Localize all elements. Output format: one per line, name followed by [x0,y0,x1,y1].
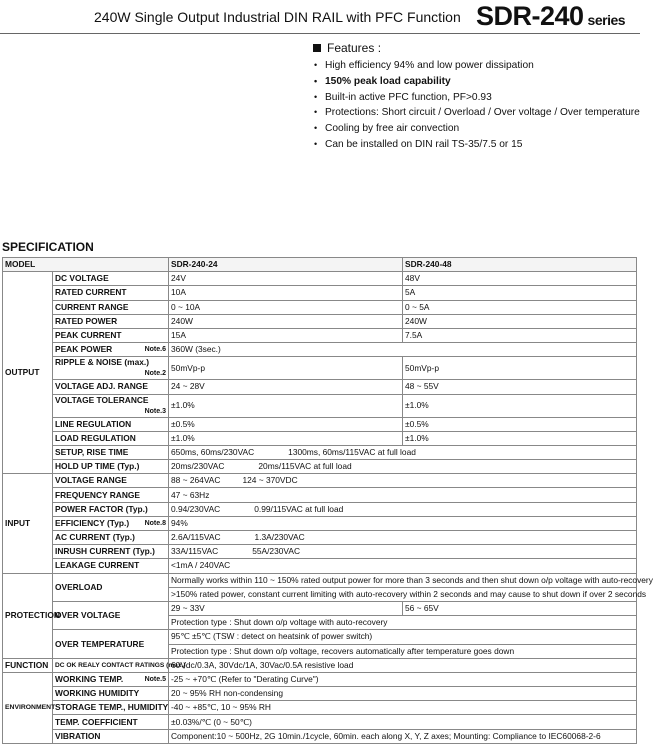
cell-value: -40 ~ +85℃, 10 ~ 95% RH [169,701,637,715]
row-label: DC VOLTAGE [53,272,169,286]
table-row [3,729,637,743]
cell-value: 50mVp-p [403,357,637,380]
cell-value: 94% [169,516,637,530]
row-label: CURRENT RANGE [53,300,169,314]
cell-value: 24 ~ 28V [169,380,403,394]
cell-value: 0 ~ 5A [403,300,637,314]
table-row [3,300,637,314]
model-title [476,1,625,32]
value-part: 650ms, 60ms/230VAC [171,446,255,457]
cell-value: ±1.0% [169,394,403,417]
table-row [3,559,637,573]
value-part: 2.6A/115VAC [171,532,221,543]
cell-value: ±0.03%/℃ (0 ~ 50℃) [169,715,637,729]
table-row [3,314,637,328]
row-label-text: WORKING TEMP. [55,673,124,684]
table-row [3,687,637,701]
row-label-text: RIPPLE & NOISE (max.) [55,357,150,368]
table-row [3,601,637,615]
cell-value: 240W [403,314,637,328]
cell-value: ±0.5% [169,417,403,431]
note-ref: Note.2 [144,370,166,378]
table-row [3,545,637,559]
section-input: INPUT [3,474,53,573]
feature-item: • High efficiency 94% and low power dissipation [313,58,638,74]
row-label: LOAD REGULATION [53,431,169,445]
table-row [3,516,637,530]
note-ref: Note.3 [144,407,166,415]
row-label: RATED POWER [53,314,169,328]
row-label: HOLD UP TIME (Typ.) [53,460,169,474]
value-part: 20ms/230VAC [171,461,225,472]
page-title: 240W Single Output Industrial DIN RAIL with PFC Function [94,9,461,25]
feature-item: • Protections: Short circuit / Overload / Over voltage / Over temperature [313,105,638,121]
row-label: INRUSH CURRENT (Typ.) [53,545,169,559]
cell-value: -25 ~ +70℃ (Refer to "Derating Curve") [169,672,637,686]
cell-value: 48 ~ 55V [403,380,637,394]
square-bullet-icon [313,44,321,52]
row-label: PEAK CURRENT [53,328,169,342]
cell-value: 0 ~ 10A [169,300,403,314]
table-row [3,672,637,686]
cell-value: Component:10 ~ 500Hz, 2G 10min./1cycle, 60min. each along X, Y, Z axes; Mounting: Compliance to IEC60068-2-6 [169,729,637,743]
cell-value: 24V [169,272,403,286]
cell-value: >150% rated power, constant current limiting with auto-recovery within 2 seconds and may cause to shut down if over 2 seconds [169,587,637,601]
table-row [3,343,637,357]
cell-value: 56 ~ 65V [403,601,637,615]
table-row [3,460,637,474]
cell-value: 7.5A [403,328,637,342]
row-label: STORAGE TEMP., HUMIDITY [53,701,169,715]
table-row [3,488,637,502]
cell-value: Protection type : Shut down o/p voltage with auto-recovery [169,616,637,630]
section-output: OUTPUT [3,272,53,474]
row-label: RATED CURRENT [53,286,169,300]
cell-value: Normally works within 110 ~ 150% rated output power for more than 3 seconds and then shut down o/p voltage with auto-recovery [169,573,637,587]
cell-value [169,445,637,459]
row-label: WORKING HUMIDITY [53,687,169,701]
feature-item: • Cooling by free air convection [313,121,638,137]
cell-value [169,474,637,488]
cell-value: 360W (3sec.) [169,343,637,357]
table-row [3,445,637,459]
cell-value [169,531,637,545]
features-list [313,58,638,153]
section-protection: PROTECTION [3,573,53,658]
table-row [3,380,637,394]
value-part: 124 ~ 370VDC [242,475,298,486]
cell-value: ±1.0% [169,431,403,445]
row-label: TEMP. COEFFICIENT [53,715,169,729]
row-label [53,672,169,686]
feature-item: • 150% peak load capability [313,74,638,90]
table-row [3,357,637,380]
cell-value: 60Vdc/0.3A, 30Vdc/1A, 30Vac/0.5A resistive load [169,658,637,672]
features-heading [313,41,638,55]
features-heading-text: Features : [327,41,382,55]
cell-value: ±1.0% [403,431,637,445]
model-b: SDR-240-48 [403,258,637,272]
row-label-text: EFFICIENCY (Typ.) [55,517,130,528]
cell-value: 10A [169,286,403,300]
table-row [3,286,637,300]
model-name: SDR-240 [476,1,584,31]
table-row [3,258,637,272]
row-label: VOLTAGE ADJ. RANGE [53,380,169,394]
table-row [3,272,637,286]
table-row [3,394,637,417]
header-divider [0,33,640,34]
cell-value: ±0.5% [403,417,637,431]
row-label: POWER FACTOR (Typ.) [53,502,169,516]
table-row [3,531,637,545]
table-row [3,502,637,516]
specification-table [2,257,653,744]
value-part: 1300ms, 60ms/115VAC at full load [288,446,416,457]
note-ref: Note.5 [144,675,166,683]
value-part: 20ms/115VAC at full load [258,461,352,472]
cell-value: 5A [403,286,637,300]
cell-value: ±1.0% [403,394,637,417]
value-part: 0.99/115VAC at full load [254,503,344,514]
section-function: FUNCTION [3,658,53,672]
cell-value: Protection type : Shut down o/p voltage, recovers automatically after temperature goes down [169,644,637,658]
table-row [3,658,637,672]
row-label: FREQUENCY RANGE [53,488,169,502]
cell-value: 95℃ ±5℃ (TSW : detect on heatsink of power switch) [169,630,637,644]
cell-value: 240W [169,314,403,328]
row-label [53,343,169,357]
series-label: series [587,12,626,28]
row-label: DC OK REALY CONTACT RATINGS (max.) [53,658,169,672]
row-label: OVER TEMPERATURE [53,630,169,658]
row-label: AC CURRENT (Typ.) [53,531,169,545]
features-section [313,41,638,153]
cell-value: 50mVp-p [169,357,403,380]
cell-value [169,545,637,559]
value-part: 1.3A/230VAC [254,532,305,543]
value-part: 33A/115VAC [171,546,219,557]
table-row [3,431,637,445]
specification-title: SPECIFICATION [2,240,94,254]
row-label: LINE REGULATION [53,417,169,431]
cell-value: 29 ~ 33V [169,601,403,615]
row-label: OVER VOLTAGE [53,601,169,629]
feature-item: • Can be installed on DIN rail TS-35/7.5 or 15 [313,137,638,153]
cell-value: 20 ~ 95% RH non-condensing [169,687,637,701]
row-label [53,516,169,530]
table-row [3,474,637,488]
note-ref: Note.6 [144,346,166,354]
model-a: SDR-240-24 [169,258,403,272]
row-label: VIBRATION [53,729,169,743]
page-header [0,0,640,34]
value-part: 0.94/230VAC [171,503,221,514]
row-label-text: VOLTAGE TOLERANCE [55,394,149,405]
value-part: 88 ~ 264VAC [171,475,221,486]
table-row [3,715,637,729]
note-ref: Note.8 [144,519,166,527]
section-environment: ENVIRONMENT [3,672,53,743]
cell-value: 47 ~ 63Hz [169,488,637,502]
row-label [53,357,169,380]
cell-value: <1mA / 240VAC [169,559,637,573]
value-part: 55A/230VAC [252,546,300,557]
table-row [3,573,637,587]
table-row [3,630,637,644]
cell-value [169,502,637,516]
row-label: VOLTAGE RANGE [53,474,169,488]
row-label [53,394,169,417]
table-row [3,417,637,431]
feature-item: • Built-in active PFC function, PF>0.93 [313,90,638,106]
model-label: MODEL [3,258,169,272]
row-label: OVERLOAD [53,573,169,601]
table-row [3,328,637,342]
table-row [3,701,637,715]
row-label-text: PEAK POWER [55,344,113,355]
cell-value: 48V [403,272,637,286]
cell-value: 15A [169,328,403,342]
cell-value [169,460,637,474]
row-label: SETUP, RISE TIME [53,445,169,459]
row-label: LEAKAGE CURRENT [53,559,169,573]
